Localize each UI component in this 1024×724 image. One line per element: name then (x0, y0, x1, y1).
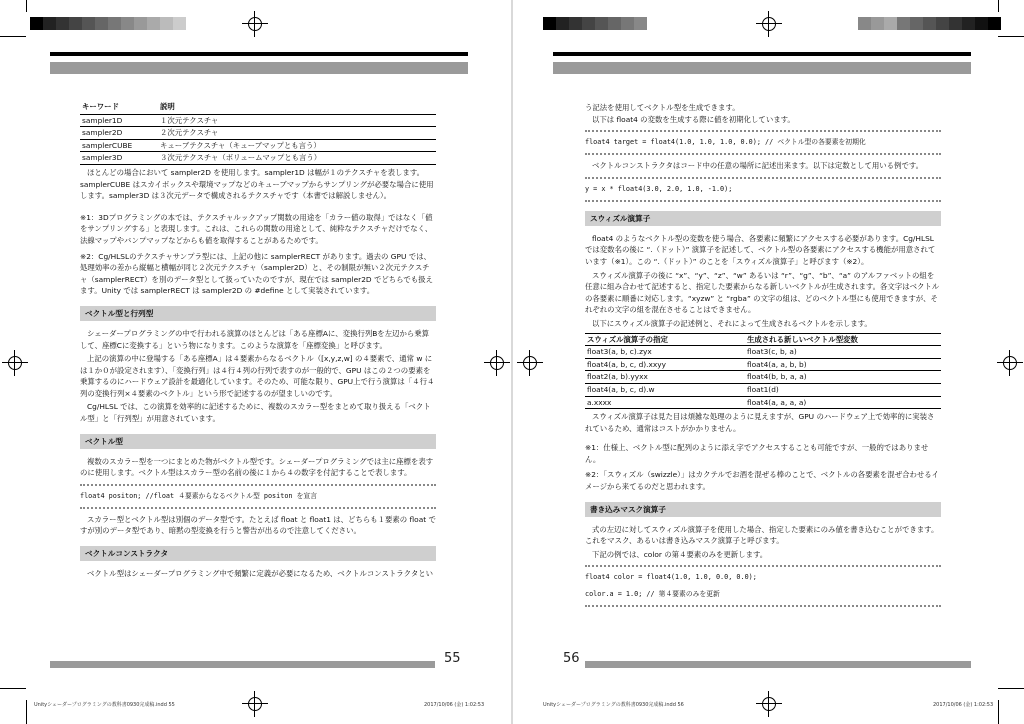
paragraph: 以下にスウィズル演算子の記述例と、それによって生成されるベクトルを示します。 (592, 318, 872, 328)
paragraph: ほとんどの場合において sampler2D を使用します。sampler1D は幅が１のテクスチャを表します。samplerCUBE はスカイボックスや環境マップなどのキューブマップからサンプリングが必要な場合に使用します。sampler3D は３次元データで構成されるテクスチャです（本書では解説しません）。 (80, 167, 434, 201)
crop-mark (998, 688, 1024, 689)
footnote: ※1：3Dプログラミングの本では、テクスチャルックアップ関数の用途を「カラー値の取得」ではなく「値をサンプリングする」と表現します。これは、これらの関数の用途として、純粋なテクスチャだけでなく、法線マップやバンプマップなどからも値を取得することがあるためです。 (80, 212, 433, 245)
paragraph: ベクトルコンストラクタはコード中の任意の場所に記述出来ます。以下は定数として用いる例です。 (592, 161, 924, 171)
table-cell: float4(a, b, c, d).w (585, 383, 745, 396)
paragraph: スカラー型とベクトル型は別個のデータ型です。たとえば float と float1 は、どちらも１要素の float ですが別のデータ型であり、暗黙の型変換を行うと警告が出るので注意してください。 (80, 514, 436, 536)
code-line: color.a = 1.0; // 第４要素のみを更新 (585, 590, 720, 599)
section-heading: スウィズル演算子 (585, 211, 941, 226)
registration-mark-top (242, 11, 268, 37)
page-number: 55 (444, 651, 461, 666)
code-line: float4 positon; //float ４要素からなるベクトル型 positon を宣言 (80, 491, 317, 500)
table-cell: ２次元テクスチャ (158, 127, 436, 140)
code-block (585, 130, 941, 155)
table-row (80, 127, 436, 140)
table-row (585, 396, 941, 409)
color-bar-left (30, 17, 186, 30)
crop-mark (26, 700, 27, 724)
swizzle-table (585, 333, 941, 410)
registration-mark-top (756, 11, 782, 37)
print-slug-date: 2017/10/06 (金) 1:02:53 (424, 702, 485, 708)
paragraph: float4 のようなベクトル型の変数を使う場合、各要素に頻繁にアクセスする必要があります。Cg/HLSL では変数名の後に “.（ドット）” 演算子を記述して、ベクトル型の各要素にアクセスする機能が用意されています（※1）。この “.（ドット）” のことを「スウィズル演算子」と呼びます（※2）。 (585, 233, 936, 266)
print-slug-date: 2017/10/06 (金) 1:02:53 (933, 702, 994, 708)
table-cell: samplerCUBE (80, 139, 158, 152)
paragraph: 複数のスカラー型を一つにまとめた物がベクトル型です。シェーダープログラミングでは主に座標を表すのに使用します。ベクトル型はスカラー型の名前の後に１から４の数字を付記することで表します。 (80, 456, 434, 478)
table-cell: float1(d) (745, 383, 941, 396)
section-heading: 書き込みマスク演算子 (585, 502, 941, 517)
paragraph: 下記の例では、color の第４要素のみを更新します。 (592, 549, 768, 559)
registration-mark-side (517, 350, 543, 376)
header-band (553, 62, 971, 74)
table-row (585, 358, 941, 371)
table-cell: float4(b, b, a, a) (745, 371, 941, 384)
crop-mark (998, 700, 999, 724)
table-cell: float4(a, a, a, a) (745, 396, 941, 409)
paragraph: 以下は float4 の変数を生成する際に値を初期化しています。 (592, 114, 795, 124)
section-heading: ベクトル型 (80, 434, 436, 449)
footnote: ※1：仕様上、ベクトル型に配列のように添え字でアクセスすることも可能ですが、一般的ではありません。 (585, 443, 929, 464)
table-header: 生成される新しいベクトル型変数 (745, 333, 941, 346)
section-heading: ベクトルコンストラクタ (80, 546, 436, 561)
header-band (50, 62, 468, 74)
code-block (585, 177, 941, 202)
paragraph: う記法を使用してベクトル型を生成できます。 (585, 103, 740, 112)
sampler-keyword-table (80, 100, 436, 165)
crop-mark (26, 0, 27, 12)
color-bar-left (543, 17, 647, 30)
table-cell: float2(a, b).yyxx (585, 371, 745, 384)
registration-mark-side (2, 350, 28, 376)
paragraph: シェーダープログラミングの中で行われる演算のほとんどは「ある座標Aに、変換行列Bを左辺から乗算して、座標Cに変換する」という物になります。このような演算を「座標変換」と呼びます。 (80, 328, 430, 350)
table-cell: １次元テクスチャ (158, 114, 436, 127)
crop-mark (998, 0, 999, 12)
code-block (80, 484, 436, 509)
footnote: ※2：Cg/HLSLのテクスチャサンプラ型には、上記の他に samplerRECT があります。過去の GPU では、処理効率の差から縦幅と横幅が同じ２次元テクスチャ（sampler2D）と、その制限が無い２次元テクスチャ（samplerRECT）を別のデータ型として扱っていたのですが、現在では sampler2D でどちらでも扱えます。Unity では samplerRECT は sampler2D の #define として実装されています。 (80, 251, 433, 296)
table-row (585, 383, 941, 396)
table-cell: float4(a, b, c, d).xxyy (585, 358, 745, 371)
paragraph: 式の左辺に対してスウィズル演算子を使用した場合、指定した要素にのみ値を書き込むことができます。これをマスク、あるいは書き込みマスク演算子と呼びます。 (585, 524, 939, 546)
print-slug-file: Unityシェーダープログラミングの教科書0930完成稿.indd 55 (34, 702, 175, 708)
table-cell: float3(a, b, c).zyx (585, 346, 745, 359)
table-header: スウィズル演算子の指定 (585, 333, 745, 346)
table-row (80, 114, 436, 127)
print-slug-file: Unityシェーダープログラミングの教科書0930完成稿.indd 56 (543, 702, 684, 708)
right-page (513, 0, 1024, 724)
crop-mark (0, 688, 26, 689)
code-block (585, 565, 941, 607)
left-page (0, 0, 511, 724)
table-cell: float3(c, b, a) (745, 346, 941, 359)
left-content (80, 100, 436, 582)
footer-band (50, 661, 435, 668)
code-line: float4 color = float4(1.0, 1.0, 0.0, 0.0); (585, 573, 757, 582)
paragraph: 上記の演算の中に登場する「ある座標A」は４要素からなるベクトル（[x,y,z,w] の４要素で、通常 w には１か０が設定されます）、「変換行列」は４行４列の行列で表すのが一般的で、GPU はこの２つの要素を乗算するのにハードウェア設計を最適化しています。そのため、可能な限り、GPU上で行う演算は「４行４列の変換行列×４要素のベクトル」という形で記述するのが望ましいのです。 (80, 354, 435, 398)
paragraph: Cg/HLSL では、この演算を効率的に記述するために、複数のスカラー型をまとめて取り扱える「ベクトル型」と「行列型」が用意されています。 (80, 402, 431, 424)
table-cell: sampler3D (80, 152, 158, 165)
table-row (80, 139, 436, 152)
table-row (585, 346, 941, 359)
page-number: 56 (563, 651, 580, 666)
table-cell: a.xxxx (585, 396, 745, 409)
footer-band (585, 661, 971, 668)
registration-mark-bottom (242, 691, 268, 717)
table-cell: float4(a, a, b, b) (745, 358, 941, 371)
section-heading: ベクトル型と行列型 (80, 306, 436, 321)
color-bar-right (858, 17, 1001, 30)
table-cell: キューブテクスチャ（キューブマップとも言う） (158, 139, 436, 152)
table-row (80, 152, 436, 165)
table-header: キーワード (80, 100, 158, 114)
registration-mark-bottom (756, 691, 782, 717)
code-line: y = x * float4(3.0, 2.0, 1.0, -1.0); (585, 184, 733, 193)
crop-mark (0, 36, 26, 37)
header-rule (50, 52, 468, 56)
table-row (585, 371, 941, 384)
registration-mark-side (997, 350, 1023, 376)
right-content (585, 102, 941, 612)
crop-mark (998, 36, 1024, 37)
code-line: float4 target = float4(1.0, 1.0, 1.0, 0.0); // ベクトル型の各要素を初期化 (585, 138, 866, 147)
paragraph: スウィズル演算子は見た目は煩雑な処理のように見えますが、GPU のハードウェア上で効率的に実装されているため、通常はコストがかかりません。 (585, 412, 935, 433)
paragraph: スウィズル演算子の後に “x”、“y”、“z”、“w” あるいは “r”、“g”、“b”、“a” のアルファベットの組を任意に組み合わせて記述すると、指定した要素からなる新しいベクトルが生成されます。各文字はベクトルの各要素に順番に対応します。“xyzw” と “rgba” の文字の組は、どのベクトル型にも使用できますが、それぞれの文字の組を混在させることはできません。 (585, 270, 940, 315)
table-cell: ３次元テクスチャ（ボリュームマップとも言う） (158, 152, 436, 165)
table-header: 説明 (158, 100, 436, 114)
registration-mark-side (484, 350, 510, 376)
header-rule (553, 52, 971, 56)
footnote: ※2：「スウィズル（swizzle）」はカクテルでお酒を混ぜる棒のことで、ベクトルの各要素を混ぜ合わせるイメージから来てるのだと思われます。 (585, 470, 940, 492)
table-cell: sampler2D (80, 127, 158, 140)
table-cell: sampler1D (80, 114, 158, 127)
paragraph: ベクトル型はシェーダープログラミング中で頻繁に定義が必要になるため、ベクトルコンストラクタとい (87, 569, 434, 579)
